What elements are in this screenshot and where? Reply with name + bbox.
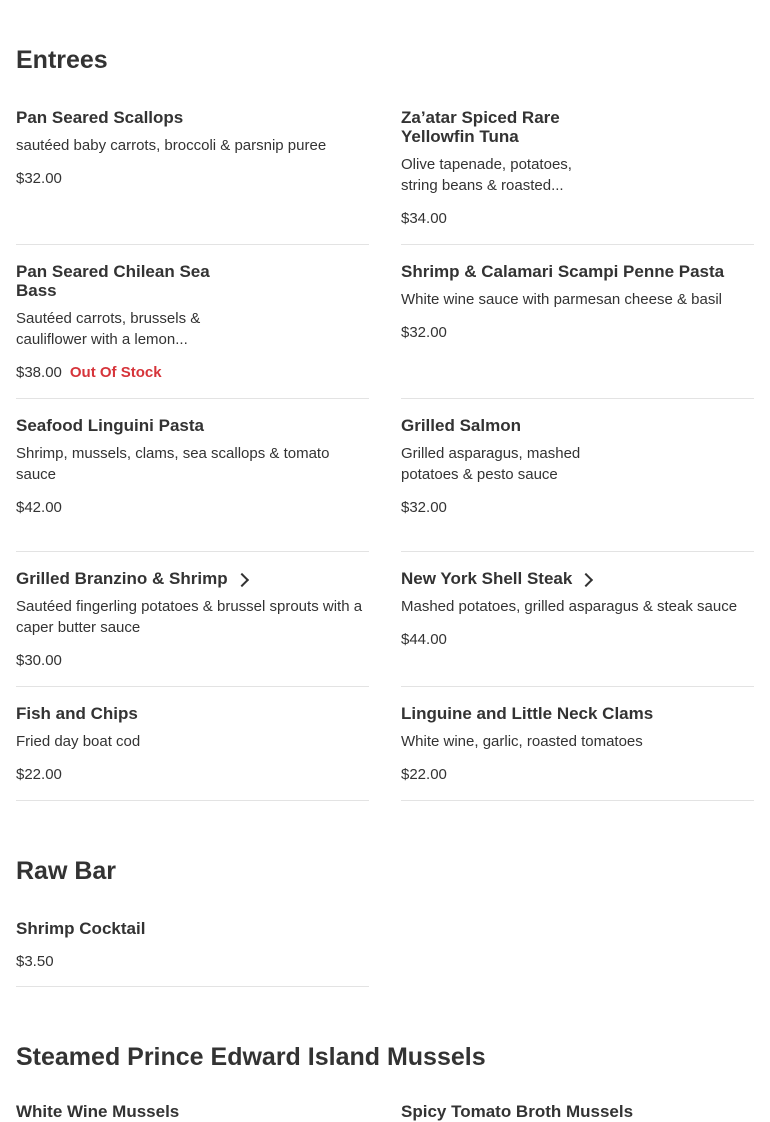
item-name: Spicy Tomato Broth Mussels xyxy=(401,1102,634,1121)
item-name: Grilled Branzino & Shrimp xyxy=(16,569,369,588)
menu-item-zaatar-tuna[interactable] xyxy=(401,108,754,245)
menu-item-spicy-tomato-mussels[interactable] xyxy=(401,1102,754,1122)
item-description: Olive tapenade, potatoes, string beans & roasted... xyxy=(401,156,572,194)
out-of-stock-badge: Out Of Stock xyxy=(69,364,162,381)
item-description: White wine sauce with parmesan cheese & basil xyxy=(401,291,722,308)
chevron-right-icon xyxy=(579,572,593,586)
section-title-entrees: Entrees xyxy=(16,46,108,74)
menu-item-seafood-linguini[interactable] xyxy=(16,416,369,552)
item-name: Pan Seared Scallops xyxy=(16,108,184,127)
item-name: New York Shell Steak xyxy=(401,569,754,588)
item-price: $3.50 xyxy=(16,953,54,970)
menu-item-ny-shell-steak[interactable] xyxy=(401,569,754,687)
menu-item-chilean-sea-bass[interactable] xyxy=(16,262,369,399)
item-name: Linguine and Little Neck Clams xyxy=(401,704,654,723)
item-name: Fish and Chips xyxy=(16,704,138,723)
menu-item-scampi-penne[interactable] xyxy=(401,262,754,399)
menu-item-fish-and-chips[interactable] xyxy=(16,704,369,801)
item-description: Mashed potatoes, grilled asparagus & steak sauce xyxy=(401,598,738,615)
item-name: Seafood Linguini Pasta xyxy=(16,416,204,435)
item-price: $44.00 xyxy=(401,631,447,648)
section-title-raw-bar: Raw Bar xyxy=(16,857,117,885)
item-price: $34.00 xyxy=(401,210,447,227)
item-name: Grilled Salmon xyxy=(401,416,521,435)
item-price: $32.00 xyxy=(16,170,62,187)
menu-item-grilled-salmon[interactable] xyxy=(401,416,754,552)
item-description: Sautéed carrots, brussels & cauliflower with a lemon... xyxy=(16,310,201,348)
item-price: $32.00 xyxy=(401,499,447,516)
item-price: $38.00 xyxy=(16,364,62,381)
section-title-mussels: Steamed Prince Edward Island Mussels xyxy=(16,1043,486,1071)
item-description: Shrimp, mussels, clams, sea scallops & tomato sauce xyxy=(16,445,330,483)
item-name: Shrimp & Calamari Scampi Penne Pasta xyxy=(401,262,725,281)
item-price: $30.00 xyxy=(16,652,62,669)
item-price: $42.00 xyxy=(16,499,62,516)
menu-item-linguine-clams[interactable] xyxy=(401,704,754,801)
item-name: Pan Seared Chilean Sea Bass xyxy=(16,262,210,300)
menu-item-grilled-branzino[interactable] xyxy=(16,569,369,687)
item-price: $32.00 xyxy=(401,324,447,341)
menu-item-shrimp-cocktail[interactable] xyxy=(16,919,369,987)
item-price: $22.00 xyxy=(16,766,62,783)
item-price-row xyxy=(16,364,162,382)
item-name: Shrimp Cocktail xyxy=(16,919,146,938)
menu-item-white-wine-mussels[interactable] xyxy=(16,1102,369,1122)
chevron-right-icon xyxy=(235,572,249,586)
item-name: White Wine Mussels xyxy=(16,1102,180,1121)
item-price: $22.00 xyxy=(401,766,447,783)
item-description: White wine, garlic, roasted tomatoes xyxy=(401,733,643,750)
item-description: Fried day boat cod xyxy=(16,733,141,750)
item-description: Sautéed fingerling potatoes & brussel sprouts with a caper butter sauce xyxy=(16,598,363,636)
item-name: Za’atar Spiced Rare Yellowfin Tuna xyxy=(401,108,560,146)
item-description: sautéed baby carrots, broccoli & parsnip puree xyxy=(16,137,327,154)
menu-item-pan-seared-scallops[interactable] xyxy=(16,108,369,245)
item-description: Grilled asparagus, mashed potatoes & pesto sauce xyxy=(401,445,581,483)
